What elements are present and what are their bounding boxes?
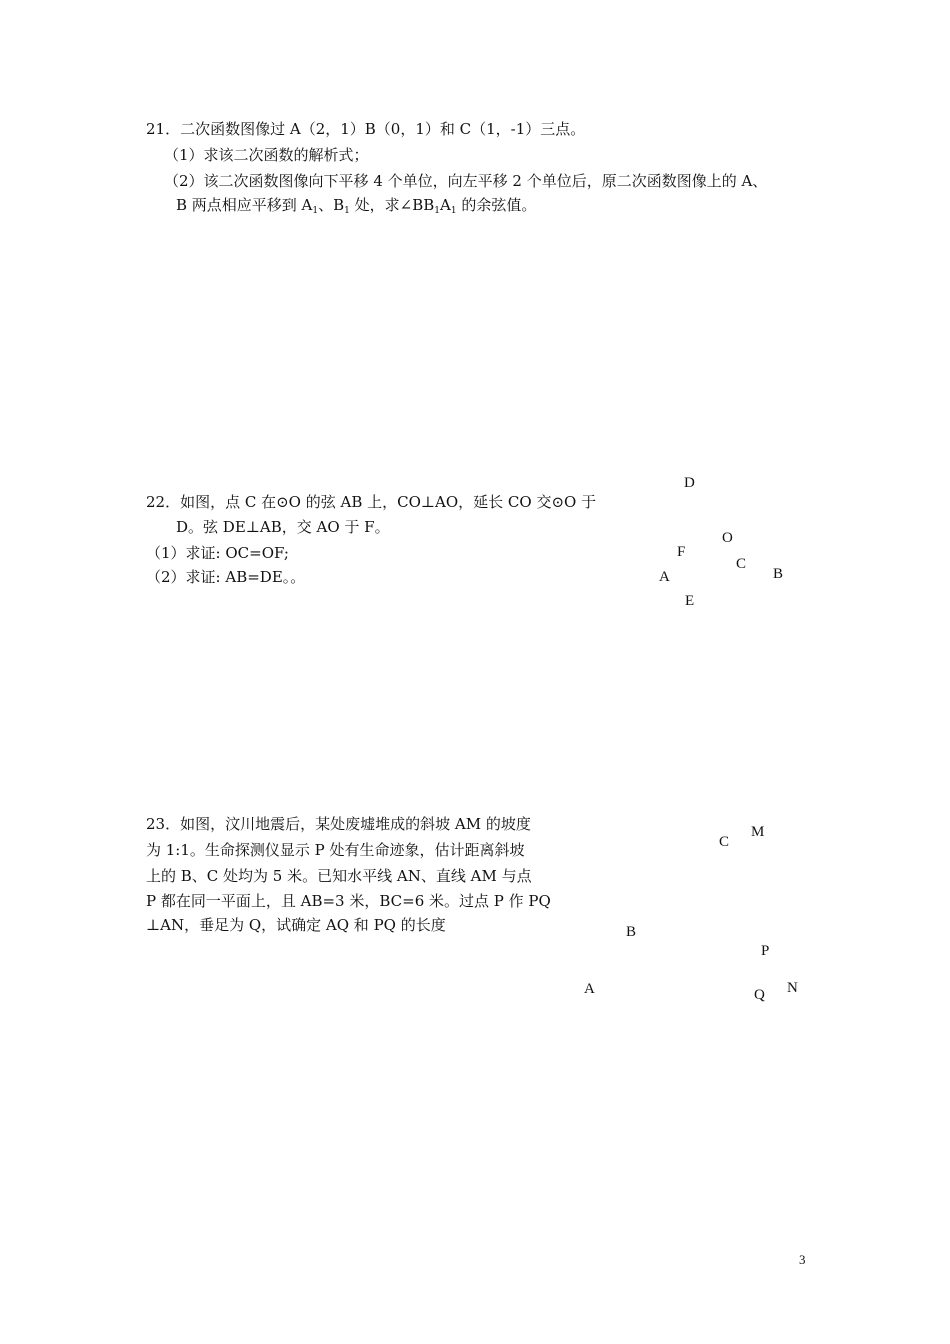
problem-21-part-2-continued	[176, 195, 536, 215]
point-label-e: E	[685, 593, 695, 609]
subscript: 1	[344, 206, 350, 216]
problem-22-part-1: （1）求证: OC=OF;	[146, 544, 289, 562]
point-label-o: O	[722, 530, 733, 546]
subscript: 1	[312, 206, 319, 216]
point-label-b: B	[773, 566, 784, 582]
problem-21-part-1: （1）求该二次函数的解析式；	[164, 146, 369, 164]
point-label-c: C	[719, 834, 730, 850]
point-label-d: D	[684, 475, 695, 491]
problem-22-statement: 22．如图，点 C 在⊙O 的弦 AB 上，CO⊥AO，延长 CO 交⊙O 于	[146, 493, 597, 511]
text-segment: A	[440, 196, 451, 214]
point-label-n: N	[787, 980, 798, 996]
point-label-a: A	[659, 569, 670, 585]
problem-21-part-2: （2）该二次函数图像向下平移 4 个单位，向左平移 2 个单位后，原二次函数图像上的 A、	[164, 172, 768, 190]
problem-23-figure	[570, 815, 820, 1010]
problem-23-statement-line-1: 23．如图，汶川地震后，某处废墟堆成的斜坡 AM 的坡度	[146, 815, 531, 833]
problem-21-statement: 21．二次函数图像过 A（2，1）B（0，1）和 C（1，-1）三点。	[146, 120, 586, 138]
problem-22-part-2: （2）求证: AB=DE。。	[146, 568, 306, 586]
point-label-f: F	[677, 544, 686, 560]
text-segment: 、B	[318, 196, 345, 214]
subscript: 1	[434, 206, 441, 216]
subscript: 1	[450, 206, 457, 216]
point-label-b: B	[626, 924, 637, 940]
text-segment: 的余弦值。	[456, 196, 537, 214]
problem-22-figure	[640, 465, 820, 625]
text-segment: B 两点相应平移到 A	[176, 196, 313, 214]
point-label-q: Q	[754, 987, 765, 1003]
problem-23-statement-line-4: P 都在同一平面上，且 AB=3 米，BC=6 米。过点 P 作 PQ	[146, 892, 551, 910]
problem-23-statement-line-3: 上的 B、C 处均为 5 米。已知水平线 AN、直线 AM 与点	[146, 867, 532, 885]
text-segment: 处，求∠BB	[349, 196, 435, 214]
page-number: 3	[799, 1252, 806, 1267]
point-label-c: C	[736, 556, 747, 572]
problem-22-statement-continued: D。弦 DE⊥AB，交 AO 于 F。	[176, 518, 390, 536]
point-label-a: A	[584, 981, 595, 997]
problem-23-statement-line-2: 为 1:1。生命探测仪显示 P 处有生命迹象，估计距离斜坡	[146, 841, 525, 859]
problem-23-statement-line-5: ⊥AN，垂足为 Q，试确定 AQ 和 PQ 的长度	[146, 916, 446, 934]
point-label-p: P	[761, 943, 770, 959]
point-label-m: M	[751, 824, 765, 840]
